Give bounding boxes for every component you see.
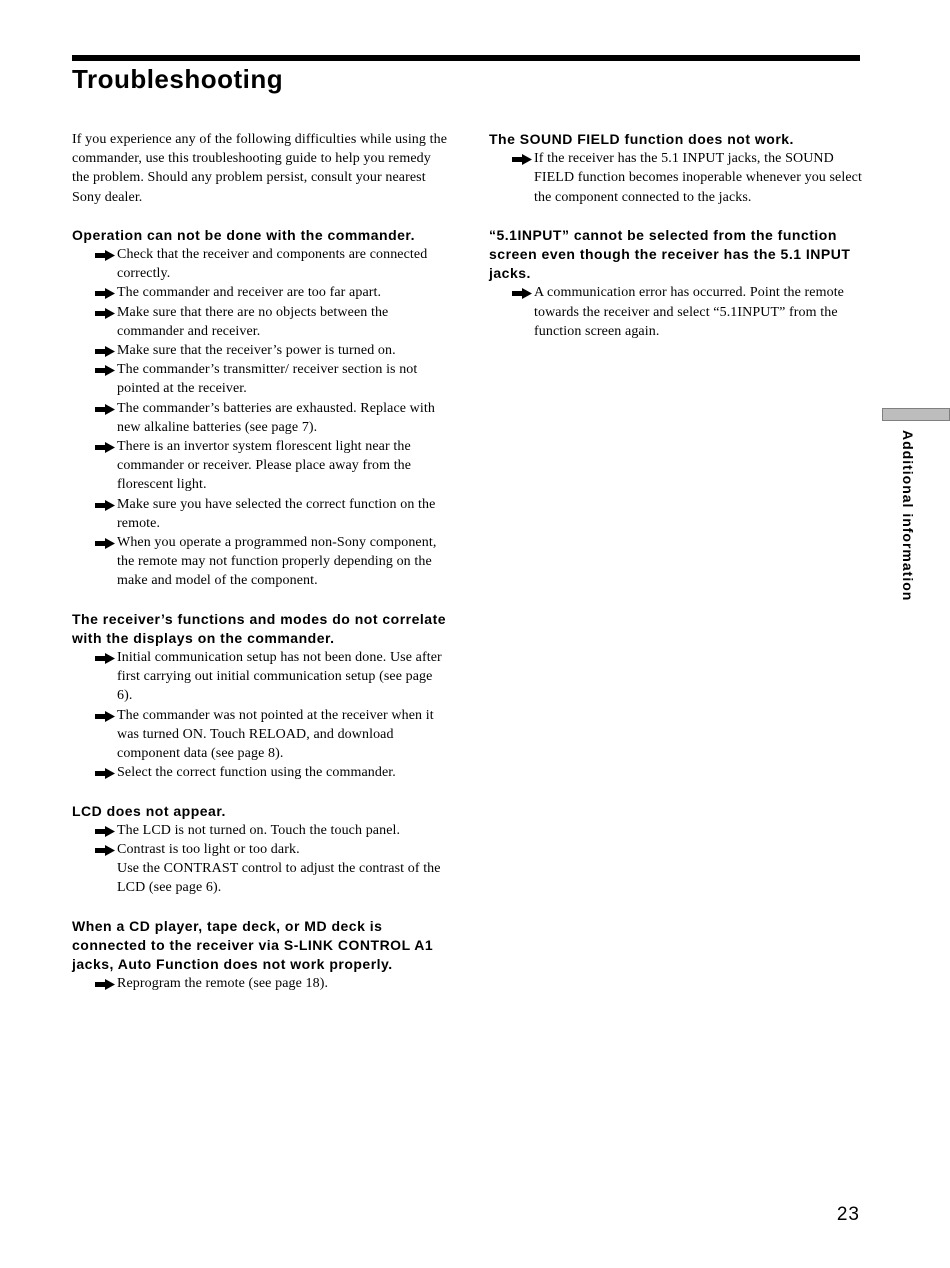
section-heading: When a CD player, tape deck, or MD deck is connected to the receiver via S-LINK CONTROL A1 jacks, Auto Function does not work properly. — [72, 917, 434, 972]
item-list — [72, 821, 447, 898]
arrow-right-icon — [95, 442, 115, 453]
arrow-right-icon — [95, 979, 115, 990]
intro-paragraph: If you experience any of the following difficulties while using the commander, use this troubleshooting guide to help you remedy the problem. Should any problem persist, consult your nearest Sony dealer. — [72, 132, 448, 205]
arrow-right-icon — [512, 154, 532, 165]
item-list — [72, 974, 447, 993]
item-list — [72, 245, 447, 591]
list-item: Make sure that the receiver’s power is turned on. — [72, 341, 447, 360]
item-list — [489, 149, 864, 207]
section-heading: LCD does not appear. — [72, 802, 226, 819]
arrow-right-icon — [95, 308, 115, 319]
section-heading: Operation can not be done with the commander. — [72, 226, 415, 243]
list-item: Contrast is too light or too dark. Use the CONTRAST control to adjust the contrast of the LCD (see page 6). — [72, 840, 447, 898]
arrow-right-icon — [95, 768, 115, 779]
list-item: The commander was not pointed at the receiver when it was turned ON. Touch RELOAD, and download component data (see page 8). — [72, 706, 447, 764]
section-sound-field — [489, 130, 864, 207]
left-column — [72, 130, 447, 1012]
item-list — [489, 283, 864, 341]
page-number: 23 — [836, 1204, 860, 1225]
list-item: Make sure you have selected the correct function on the remote. — [72, 495, 447, 533]
arrow-right-icon — [95, 711, 115, 722]
side-tab-bar — [882, 408, 950, 421]
arrow-right-icon — [95, 826, 115, 837]
section-heading: “5.1INPUT” cannot be selected from the function screen even though the receiver has the 5.1 INPUT jacks. — [489, 226, 851, 282]
arrow-right-icon — [512, 288, 532, 299]
item-subtext: Use the CONTRAST control to adjust the contrast of the LCD (see page 6). — [117, 861, 441, 896]
page-title: Troubleshooting — [72, 64, 284, 94]
list-item: The commander and receiver are too far apart. — [72, 283, 447, 302]
list-item: Check that the receiver and components are connected correctly. — [72, 245, 447, 283]
list-item: Make sure that there are no objects between the commander and receiver. — [72, 303, 447, 341]
arrow-right-icon — [95, 500, 115, 511]
section-operation — [72, 226, 447, 591]
arrow-right-icon — [95, 250, 115, 261]
list-item: There is an invertor system florescent light near the commander or receiver. Please place away from the florescent light. — [72, 437, 447, 495]
section-51-input — [489, 226, 864, 341]
top-rule — [72, 55, 860, 61]
arrow-right-icon — [95, 346, 115, 357]
arrow-right-icon — [95, 404, 115, 415]
arrow-right-icon — [95, 288, 115, 299]
item-list — [72, 648, 447, 782]
list-item: A communication error has occurred. Point the remote towards the receiver and select “5.1INPUT” from the function screen again. — [489, 283, 864, 341]
section-lcd — [72, 802, 447, 898]
section-receiver-functions — [72, 610, 447, 783]
section-heading: The receiver’s functions and modes do not correlate with the displays on the commander. — [72, 610, 447, 646]
side-tab-label: Additional information — [900, 430, 916, 602]
list-item: The commander’s batteries are exhausted. Replace with new alkaline batteries (see page 7). — [72, 399, 447, 437]
list-item: When you operate a programmed non-Sony component, the remote may not function properly depending on the make and model of the component. — [72, 533, 447, 591]
right-column — [489, 130, 864, 360]
list-item: Select the correct function using the commander. — [72, 763, 447, 782]
list-item: Reprogram the remote (see page 18). — [72, 974, 447, 993]
list-item: The commander’s transmitter/ receiver section is not pointed at the receiver. — [72, 360, 447, 398]
arrow-right-icon — [95, 845, 115, 856]
arrow-right-icon — [95, 653, 115, 664]
section-heading: The SOUND FIELD function does not work. — [489, 131, 794, 147]
list-item: Initial communication setup has not been done. Use after first carrying out initial communication setup (see page 6). — [72, 648, 447, 706]
list-item: The LCD is not turned on. Touch the touch panel. — [72, 821, 447, 840]
arrow-right-icon — [95, 365, 115, 376]
section-auto-function — [72, 917, 447, 994]
list-item: If the receiver has the 5.1 INPUT jacks, the SOUND FIELD function becomes inoperable whenever you select the component connected to the jacks. — [489, 149, 864, 207]
arrow-right-icon — [95, 538, 115, 549]
